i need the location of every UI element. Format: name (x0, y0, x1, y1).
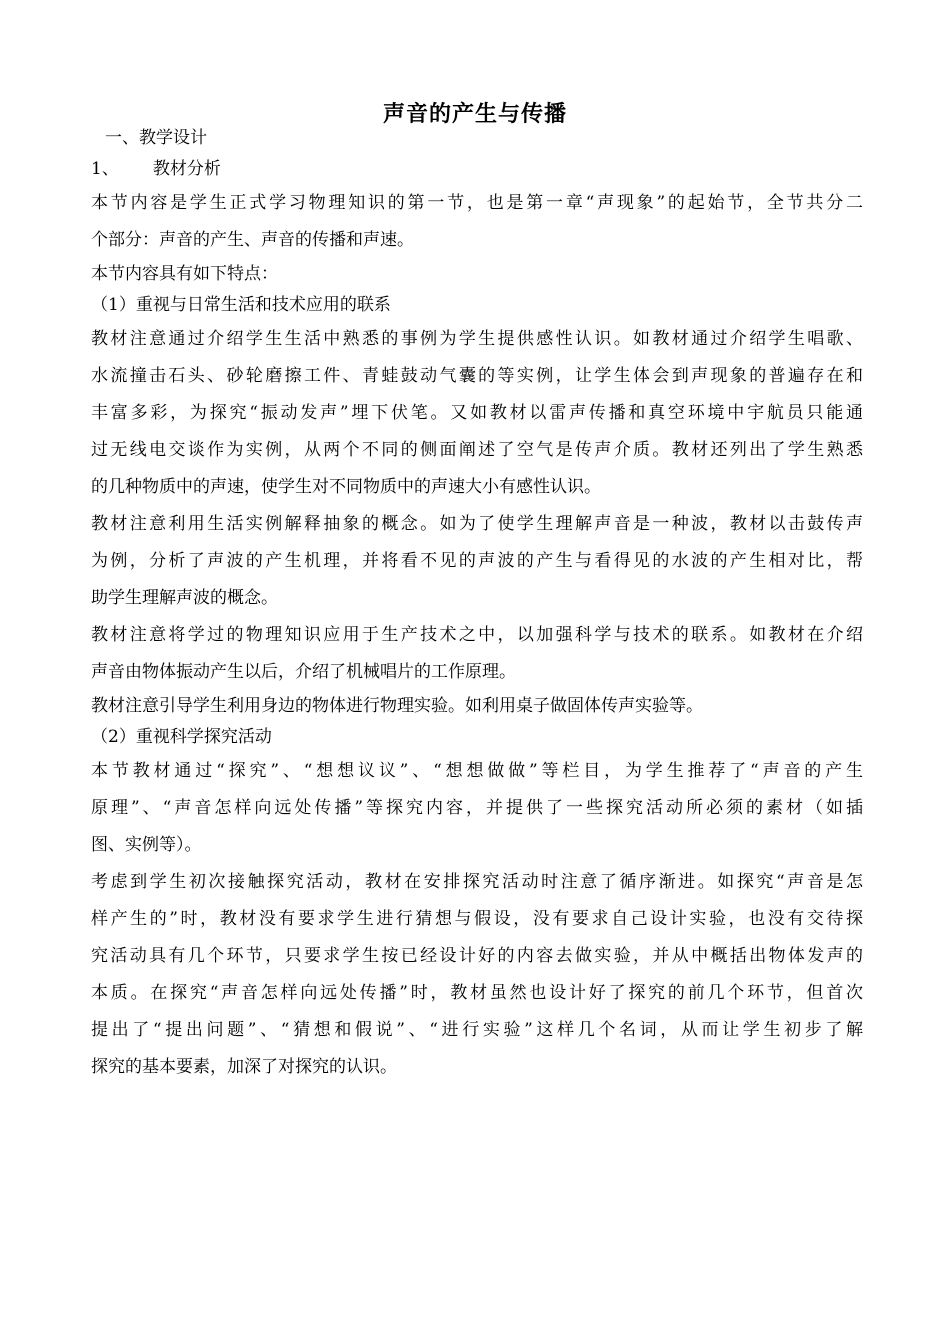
list-heading: （1）重视与日常生活和技术应用的联系 (91, 295, 391, 315)
paragraph-line: 样产生的”时，教材没有要求学生进行猜想与假设，没有要求自己设计实验，也没有交待探 (91, 909, 863, 929)
paragraph-line: 原理”、“声音怎样向远处传播”等探究内容，并提供了一些探究活动所必须的素材（如插 (91, 798, 863, 818)
paragraph-line: 个部分：声音的产生、声音的传播和声速。 (91, 230, 414, 250)
paragraph-line: 为例，分析了声波的产生机理，并将看不见的声波的产生与看得见的水波的产生相对比，帮 (91, 551, 863, 571)
paragraph-line: 过无线电交谈作为实例，从两个不同的侧面阐述了空气是传声介质。教材还列出了学生熟悉 (91, 440, 863, 460)
paragraph-line: 教材注意将学过的物理知识应用于生产技术之中，以加强科学与技术的联系。如教材在介绍 (91, 625, 863, 645)
paragraph-line: 本节内容是学生正式学习物理知识的第一节，也是第一章“声现象”的起始节，全节共分二 (91, 193, 863, 213)
paragraph-line: 声音由物体振动产生以后，介绍了机械唱片的工作原理。 (91, 662, 516, 682)
paragraph-line: 探究的基本要素，加深了对探究的认识。 (91, 1057, 397, 1077)
subsection-number: 1、 (91, 159, 119, 179)
paragraph-line: 助学生理解声波的概念。 (91, 588, 278, 608)
paragraph-line: 提出了“提出问题”、“猜想和假说”、“进行实验”这样几个名词，从而让学生初步了解 (91, 1020, 863, 1040)
subsection-title: 教材分析 (152, 159, 221, 179)
paragraph-line: 的几种物质中的声速，使学生对不同物质中的声速大小有感性认识。 (91, 477, 601, 497)
section-heading: 一、教学设计 (105, 128, 207, 148)
document-title: 声音的产生与传播 (382, 101, 567, 127)
list-heading: （2）重视科学探究活动 (91, 727, 272, 747)
paragraph-line: 本质。在探究“声音怎样向远处传播”时，教材虽然也设计好了探究的前几个环节，但首次 (91, 983, 863, 1003)
paragraph-line: 究活动具有几个环节，只要求学生按已经设计好的内容去做实验，并从中概括出物体发声的 (91, 946, 863, 966)
paragraph-line: 本节教材通过“探究”、“想想议议”、“想想做做”等栏目，为学生推荐了“声音的产生 (91, 761, 863, 781)
paragraph-line: 本节内容具有如下特点： (91, 264, 278, 284)
paragraph-line: 水流撞击石头、砂轮磨擦工件、青蛙鼓动气囊的等实例，让学生体会到声现象的普遍存在和 (91, 366, 863, 386)
subsection-heading (91, 154, 863, 185)
document-body (91, 123, 863, 1086)
paragraph-line: 教材注意引导学生利用身边的物体进行物理实验。如利用桌子做固体传声实验等。 (91, 696, 703, 716)
paragraph-line: 丰富多彩，为探究“振动发声”埋下伏笔。又如教材以雷声传播和真空环境中宇航员只能通 (91, 403, 863, 423)
paragraph-line: 图、实例等）。 (91, 835, 202, 855)
paragraph-line: 考虑到学生初次接触探究活动，教材在安排探究活动时注意了循序渐进。如探究“声音是怎 (91, 872, 863, 892)
paragraph-line: 教材注意通过介绍学生生活中熟悉的事例为学生提供感性认识。如教材通过介绍学生唱歌、 (91, 329, 863, 349)
paragraph-line: 教材注意利用生活实例解释抽象的概念。如为了使学生理解声音是一种波，教材以击鼓传声 (91, 514, 863, 534)
